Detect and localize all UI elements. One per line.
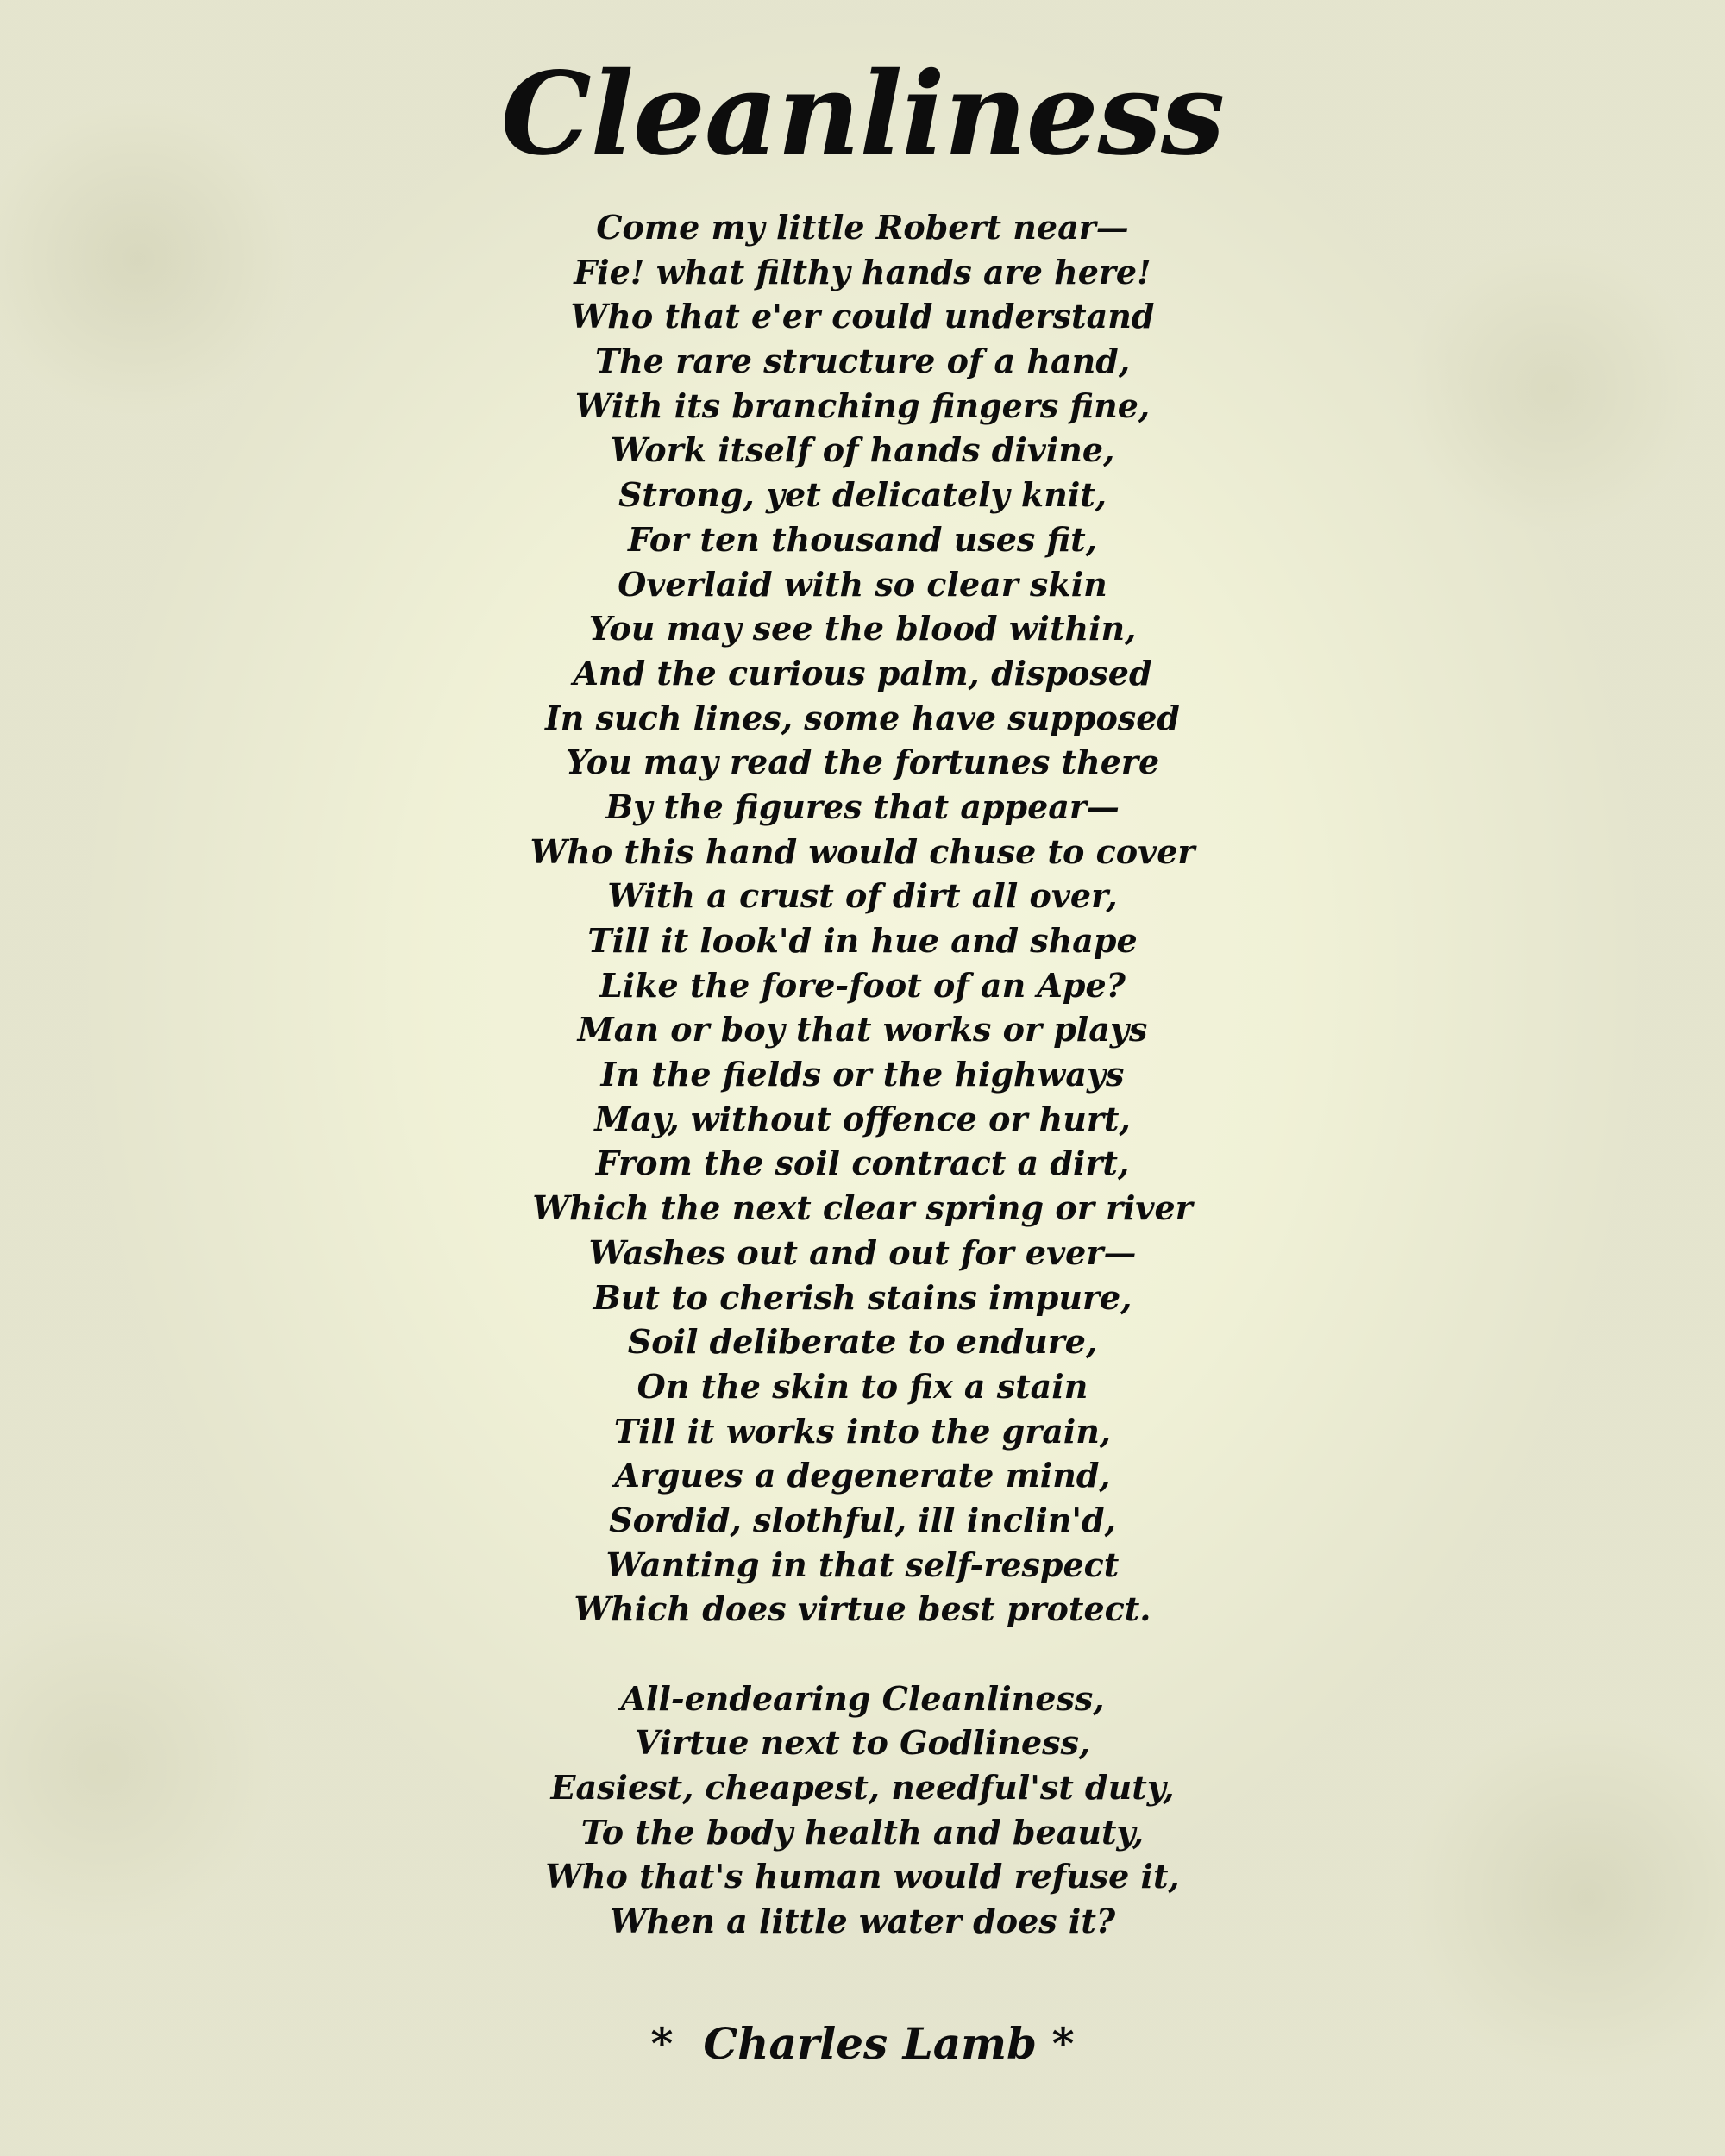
poem-line: Work itself of hands divine, xyxy=(610,430,1115,470)
poem-line: By the figures that appear— xyxy=(605,787,1120,826)
poem-line: Overlaid with so clear skin xyxy=(618,564,1107,604)
poem-author: * Charles Lamb * xyxy=(650,2018,1075,2069)
poem-line: Who that e'er could understand xyxy=(570,297,1155,336)
poem-line: Like the fore-foot of an Ape? xyxy=(599,965,1126,1005)
poem-line: When a little water does it? xyxy=(609,1902,1116,1941)
poem-line: To the body health and beauty, xyxy=(580,1812,1145,1852)
poem-line: Soil deliberate to endure, xyxy=(627,1322,1098,1362)
poem-line: Come my little Robert near— xyxy=(596,208,1129,247)
poem-line: Who this hand would chuse to cover xyxy=(530,831,1195,871)
poem-line: In the fields or the highways xyxy=(600,1055,1125,1094)
poem-line: But to cherish stains impure, xyxy=(593,1277,1132,1317)
poem-line: Easiest, cheapest, needful'st duty, xyxy=(550,1768,1175,1808)
poem-title: Cleanliness xyxy=(500,47,1225,181)
poem-line: Which the next clear spring or river xyxy=(532,1188,1193,1228)
poem-line: Virtue next to Godliness, xyxy=(634,1723,1091,1763)
poem-line: Washes out and out for ever— xyxy=(588,1232,1137,1272)
poem-line: In such lines, some have supposed xyxy=(545,698,1180,737)
stanza-divider xyxy=(0,1632,1725,1677)
poem-line: Argues a degenerate mind, xyxy=(614,1456,1111,1495)
poem-line: From the soil contract a dirt, xyxy=(595,1144,1130,1183)
stanza-2 xyxy=(0,1677,1725,1944)
poem-line: Sordid, slothful, ill inclin'd, xyxy=(609,1500,1116,1539)
poem-line: With a crust of dirt all over, xyxy=(607,876,1118,916)
poem-line: Which does virtue best protect. xyxy=(574,1589,1151,1629)
poem-line: For ten thousand uses fit, xyxy=(628,519,1097,559)
poem-line: May, without offence or hurt, xyxy=(594,1099,1131,1138)
poem-line: And the curious palm, disposed xyxy=(573,653,1152,693)
poem-line: The rare structure of a hand, xyxy=(594,342,1131,381)
poem-body xyxy=(0,205,1725,1944)
stanza-1 xyxy=(0,205,1725,1632)
poem-line: You may read the fortunes there xyxy=(565,743,1160,782)
poem-line: Fie! what filthy hands are here! xyxy=(574,252,1151,291)
poem-line: All-endearing Cleanliness, xyxy=(620,1678,1105,1718)
poem-line: Till it look'd in hue and shape xyxy=(587,921,1138,960)
poem-line: With its branching fingers fine, xyxy=(574,385,1151,425)
poem-line: Wanting in that self-respect xyxy=(605,1545,1120,1584)
poem-line: You may see the blood within, xyxy=(588,609,1137,649)
poem-line: Who that's human would refuse it, xyxy=(545,1857,1180,1896)
poem-line: On the skin to fix a stain xyxy=(637,1366,1088,1406)
poem-line: Strong, yet delicately knit, xyxy=(618,475,1107,515)
poem-line: Till it works into the grain, xyxy=(613,1411,1112,1451)
poem-line: Man or boy that works or plays xyxy=(577,1010,1148,1050)
